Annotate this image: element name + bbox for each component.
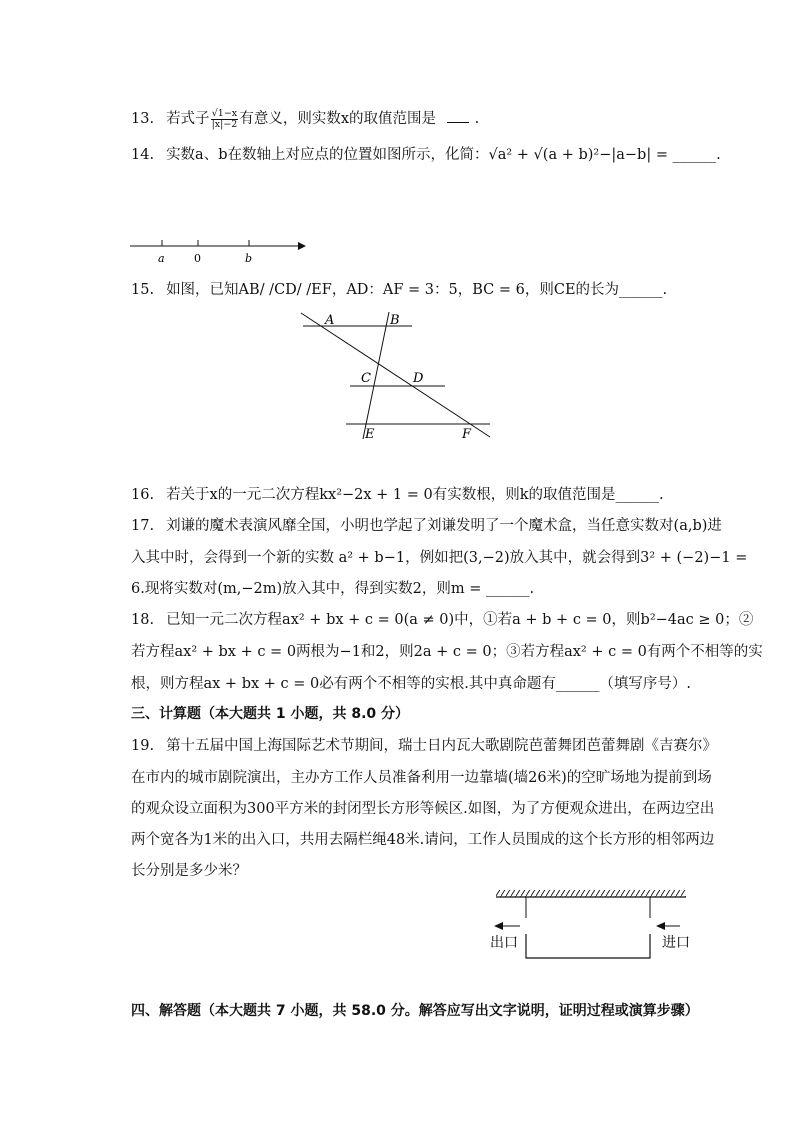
axis-label-a: a [158,252,165,265]
question-17-line-1 [131,516,722,536]
number-line-figure [128,236,318,268]
question-15 [131,280,667,300]
parallel-lines-figure [295,305,505,445]
axis-label-0: 0 [194,252,201,265]
question-19-line-2: 在市内的城市剧院演出，主办方工作人员准备利用一边靠墙(墙26米)的空旷场地为提前到场 [131,770,712,786]
fraction-numerator: √1−x [211,107,238,119]
question-18-line-1 [131,610,753,630]
barrier-rope [526,934,650,958]
q15-text: 如图，已知AB/ /CD/ /EF，AD：AF = 3：5，BC = 6，则CE的长为______. [166,282,668,298]
question-number: 19. [131,738,155,754]
question-number: 16. [131,487,155,503]
axis-label-b: b [245,252,253,265]
question-number: 13. [131,111,155,127]
point-label-C: C [361,371,371,386]
question-19-line-3: 的观众设立面积为300平方米的封闭型长方形等候区.如图，为了方便观众进出，在两边空出 [131,801,715,817]
question-19-line-1 [131,736,717,756]
q13-text-pre: 若式子 [166,111,210,127]
q14-text: 实数a、b在数轴上对应点的位置如图所示，化简：√a² + √(a + b)²−|a−b| = ______. [166,147,721,163]
question-number: 17. [131,518,155,534]
q19-text: 第十五届中国上海国际艺术节期间，瑞士日内瓦大歌剧院芭蕾舞团芭蕾舞剧《吉赛尔》 [166,738,718,754]
question-18-line-2: 若方程ax² + bx + c = 0两根为−1和2，则2a + c = 0；③若方程ax² + c = 0有两个不相等的实 [131,644,763,660]
q18-text: 已知一元二次方程ax² + bx + c = 0(a ≠ 0)中，①若a + b + c = 0，则b²−4ac ≥ 0；② [166,612,754,628]
point-label-A: A [325,313,335,328]
question-19-line-5: 长分别是多少米？ [131,863,247,879]
q13-text-end: . [474,111,480,127]
point-label-B: B [390,313,400,328]
section-3-heading: 三、计算题（本大题共 1 小题，共 8.0 分） [131,706,410,722]
question-number: 15. [131,282,155,298]
point-label-E: E [365,427,375,442]
question-16 [131,485,664,505]
fraction [211,109,239,130]
q13-text-mid: 有意义，则实数x的取值范围是 [239,111,437,127]
question-number: 14. [131,147,155,163]
point-label-D: D [413,371,424,386]
answer-blank [447,108,469,123]
entrance-label: 进口 [662,935,690,951]
question-number: 18. [131,612,155,628]
question-14 [131,145,721,165]
q17-text: 刘谦的魔术表演风靡全国，小明也学起了刘谦发明了一个魔术盒，当任意实数对(a,b)进 [166,518,722,534]
fraction-denominator: |x|−2 [211,118,238,130]
point-label-F: F [462,427,472,442]
question-19-line-4: 两个宽各为1米的出入口，共用去隔栏绳48米.请问，工作人员围成的这个长方形的相邻两边 [131,832,715,848]
question-13 [131,108,479,130]
waiting-area-figure [486,880,696,962]
wall-hatching [496,890,686,897]
question-17-line-3: 6.现将实数对(m,−2m)放入其中，得到实数2，则m = ______. [131,581,535,597]
section-4-heading: 四、解答题（本大题共 7 小题，共 58.0 分。解答应写出文字说明，证明过程或演算步骤） [131,1003,699,1019]
q16-text: 若关于x的一元二次方程kx²−2x + 1 = 0有实数根，则k的取值范围是______. [166,487,664,503]
exit-label: 出口 [490,935,518,951]
question-18-line-3: 根，则方程ax + bx + c = 0必有两个不相等的实根.其中真命题有______（填写序号）. [131,676,691,692]
question-17-line-2: 入其中时，会得到一个新的实数 a² + b−1，例如把(3,−2)放入其中，就会得到3² + (−2)−1 = [131,550,748,566]
